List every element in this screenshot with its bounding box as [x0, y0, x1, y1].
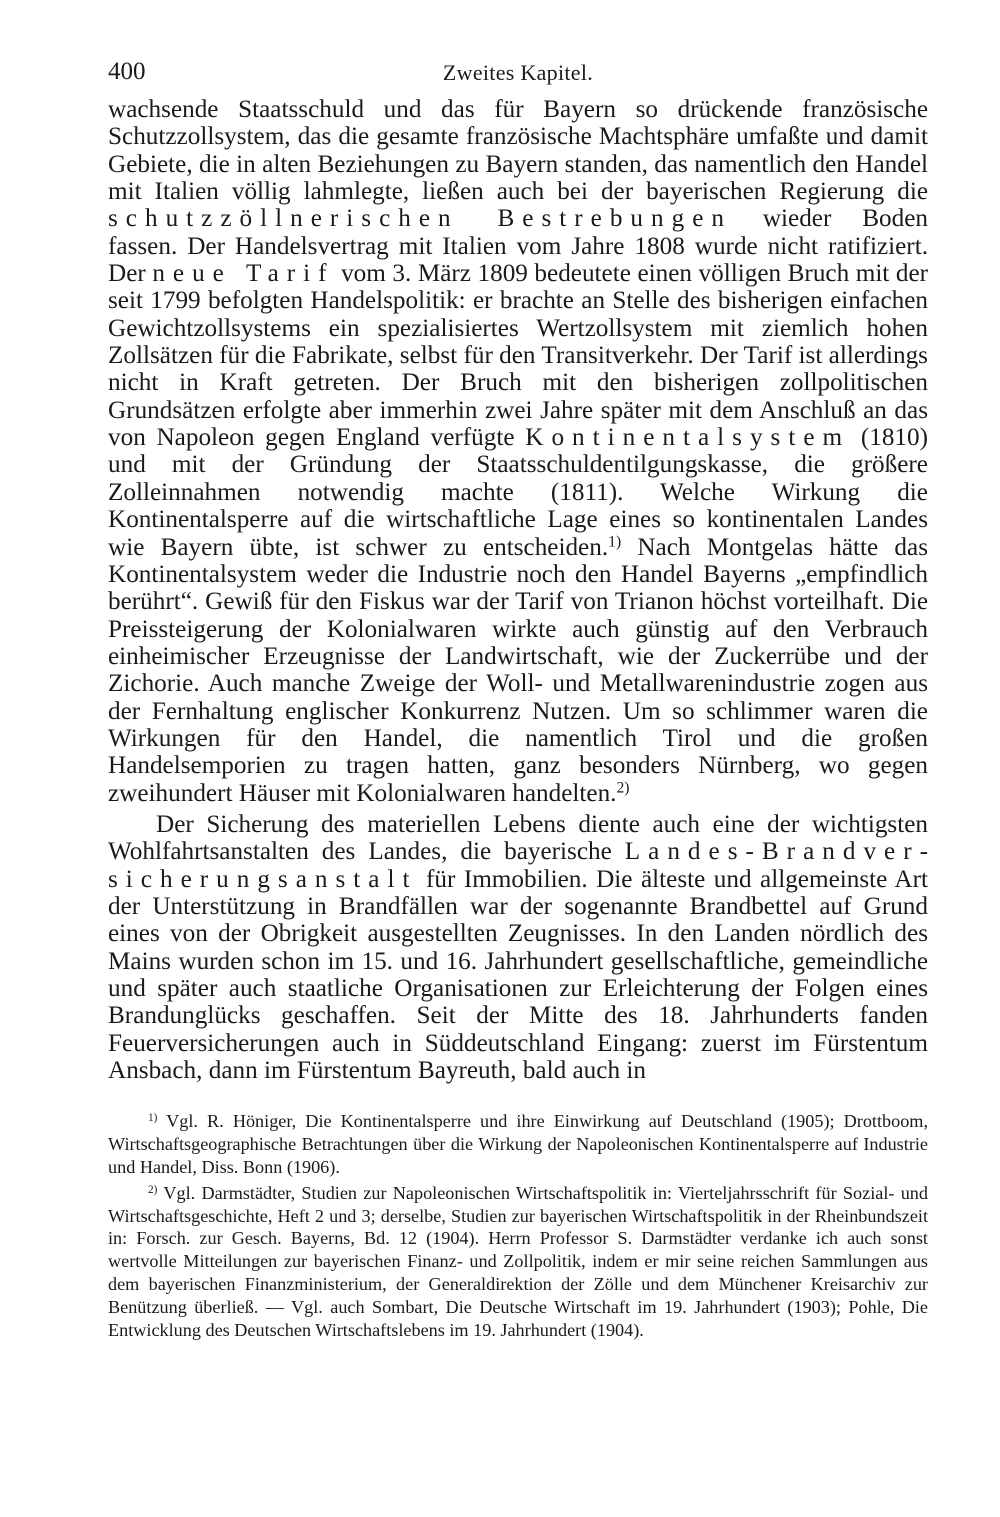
footnote-mark: 2) [148, 1183, 158, 1196]
emphasized-term: schutzzöllnerischen Bestrebungen [108, 205, 732, 233]
text-run: Der Sicherung des materiellen Lebens diente auch eine der wichtigsten Wohlfahrtsanstalten des Landes, die bayerische [108, 810, 928, 866]
paragraph-2 [108, 811, 928, 1084]
book-page [108, 56, 928, 1341]
emphasized-term: neue Tarif [152, 260, 335, 288]
footnote-reference: 1) [608, 532, 622, 550]
footnote-text: Vgl. R. Höniger, Die Kontinentalsperre und ihre Einwirkung auf Deutschland (1905); Drottboom, Wirtschaftsgeographische Betrachtungen über die Wirkung der Napoleonischen Kontinentalsperre auf Industrie und Handel, Diss. Bonn (1906). [108, 1111, 928, 1177]
emphasized-term: Landes-Brandversicherungsanstalt [108, 838, 928, 893]
page-number: 400 [108, 58, 146, 85]
footnote-text: Vgl. Darmstädter, Studien zur Napoleonischen Wirtschaftspolitik in: Vierteljahrsschrift für Sozial- und Wirtschaftsgeschichte, Heft 2 und 3; derselbe, Studien zur bayerischen Wirtschaftspolitik in der Rheinbundszeit in: Forsch. zur Gesch. Bayerns, Bd. 12 (1904). Herrn Professor S. Darmstädter verdanke ich auch sonst wertvolle Mitteilungen zur bayerischen Finanz- und Zollpolitik, indem er mir seine reichen Sammlungen aus dem bayerischen Finanzministerium, der Generaldirektion der Zölle und dem Münchener Kreisarchiv zur Benützung überließ. — Vgl. auch Sombart, Die Deutsche Wirtschaft im 19. Jahrhundert (1903); Pohle, Die Entwicklung des Deutschen Wirtschaftslebens im 19. Jahrhundert (1904). [108, 1182, 928, 1340]
footnotes [108, 1110, 928, 1341]
text-run: vom 3. März 1809 bedeutete einen völligen Bruch mit der seit 1799 befolgten Handelspolitik: er brachte an Stelle des bisherigen einfachen Gewichtzollsystems ein spezialisiertes Wertzollsystem mit ziemlich hohen Zollsätzen für die Fabrikate, selbst für den Transitverkehr. Der Tarif ist allerdings nicht in Kraft getreten. Der Bruch mit den bisherigen zollpolitischen Grundsätzen erfolgte aber immerhin zwei Jahre später mit dem Anschluß an das von Napoleon gegen England verfügte [108, 260, 929, 452]
footnote-reference: 2) [616, 779, 630, 797]
footnote-mark: 1) [148, 1112, 158, 1125]
running-title: Zweites Kapitel. [442, 60, 594, 85]
text-run: (1810) und mit der Gründung der Staatsschuldentilgungskasse, die größere Zolleinnahmen notwendig machte (1811). Welche Wirkung die Kontinentalsperre auf die wirtschaftliche Lage eines so kontinentalen Landes wie Bayern übte, ist schwer zu entscheiden. [108, 424, 928, 561]
text-run: Nach Montgelas hätte das Kontinentalsystem weder die Industrie noch den Handel Bayerns „empfindlich berührt“. Gewiß für den Fiskus war der Tarif von Trianon höchst vorteilhaft. Die Preissteigerung der Kolonialwaren wirkte auch günstig auf den Verbrauch einheimischer Erzeugnisse der Landwirtschaft, wie der Zuckerrübe und der Zichorie. Auch manche Zweige der Woll- und Metallwarenindustrie zogen aus der Fernhaltung englischer Konkurrenz Nutzen. Um so schlimmer waren die Wirkungen für den Handel, die namentlich Tirol und die großen Handelsemporien zu tragen hatten, ganz besonders Nürnberg, wo gegen zweihundert Häuser mit Kolonialwaren handelten. [108, 533, 929, 807]
main-text [108, 96, 928, 1084]
emphasized-term: Kontinentalsystem [525, 424, 851, 452]
footnote-1 [108, 1110, 928, 1178]
paragraph-1 [108, 96, 928, 807]
text-run: wieder Boden fassen. Der Handelsvertrag mit Italien vom Jahre 1808 wurde nicht ratifiziert. Der [108, 205, 928, 288]
text-run: wachsende Staatsschuld und das für Bayern so drückende französische Schutzzollsystem, das die gesamte französische Machtsphäre umfaßte und damit Gebiete, die in alten Beziehungen zu Bayern standen, das namentlich den Handel mit Italien völlig lahmlegte, ließen auch bei der bayerischen Regierung die [108, 96, 928, 206]
text-run: für Immobilien. Die älteste und allgemeinste Art der Unterstützung in Brandfällen war der sogenannte Brandbettel auf Grund eines von der Obrigkeit ausgestellten Zeugnisses. In den Landen nördlich des Mains wurden schon im 15. und 16. Jahrhundert gesellschaftliche, gemeindliche und später auch staatliche Organisationen zur Erleichterung der Folgen eines Brandunglücks geschaffen. Seit der Mitte des 18. Jahrhunderts fanden Feuerversicherungen auch in Süddeutschland Eingang: zuerst im Fürstentum Ansbach, dann im Fürstentum Bayreuth, bald auch in [108, 865, 928, 1085]
page-header [108, 56, 928, 96]
footnote-2 [108, 1182, 928, 1342]
